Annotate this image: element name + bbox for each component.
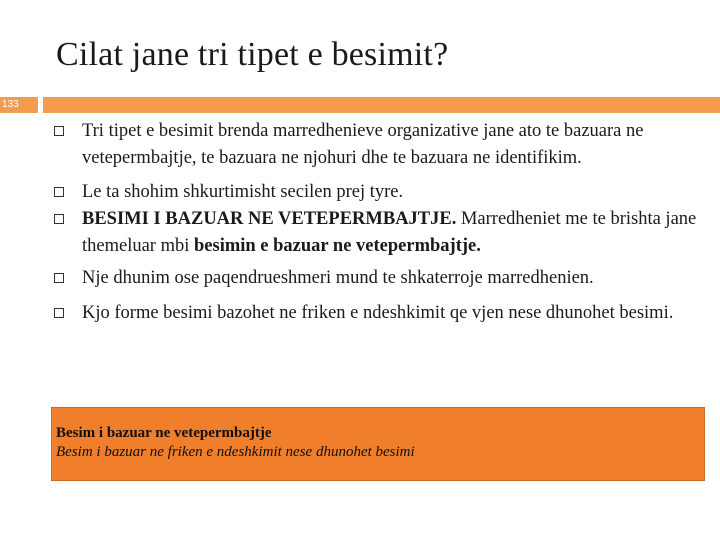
bullet-item xyxy=(54,265,704,292)
bullet-text: Kjo forme besimi bazohet ne friken e ndeshkimit qe vjen nese dhunohet besimi. xyxy=(82,303,674,323)
square-bullet-icon xyxy=(54,273,64,283)
slide-number: 133 xyxy=(2,99,19,110)
bullet-bold-lead: BESIMI I BAZUAR NE VETEPERMBAJTJE. xyxy=(82,209,457,229)
accent-bar xyxy=(0,97,720,113)
bullet-text: Marredheniet me te brishta jane themeluar mbi xyxy=(82,209,697,256)
square-bullet-icon xyxy=(54,308,64,318)
square-bullet-icon xyxy=(54,214,64,224)
highlight-box-line-2: Besim i bazuar ne friken e ndeshkimit nese dhunohet besimi xyxy=(56,444,415,460)
slide-title: Cilat jane tri tipet e besimit? xyxy=(56,36,449,73)
highlight-box-line-1: Besim i bazuar ne vetepermbajtje xyxy=(56,425,272,441)
bullet-item xyxy=(54,300,704,327)
square-bullet-icon xyxy=(54,126,64,136)
bullet-item xyxy=(54,179,704,206)
square-bullet-icon xyxy=(54,187,64,197)
bullet-bold-tail: besimin e bazuar ne vetepermbajtje. xyxy=(194,236,481,256)
bullet-item xyxy=(54,206,704,260)
bullet-item xyxy=(54,118,704,172)
accent-bar-divider xyxy=(38,97,43,113)
bullet-text: Le ta shohim shkurtimisht secilen prej tyre. xyxy=(82,182,404,202)
highlight-box xyxy=(51,407,705,481)
bullet-list xyxy=(54,118,704,327)
bullet-text: Tri tipet e besimit brenda marredhenieve organizative jane ato te bazuara ne vetepermbajtje, te bazuara ne njohuri dhe te bazuara ne identifikim. xyxy=(82,121,644,168)
bullet-text: Nje dhunim ose paqendrueshmeri mund te shkaterroje marredhenien. xyxy=(82,268,594,288)
